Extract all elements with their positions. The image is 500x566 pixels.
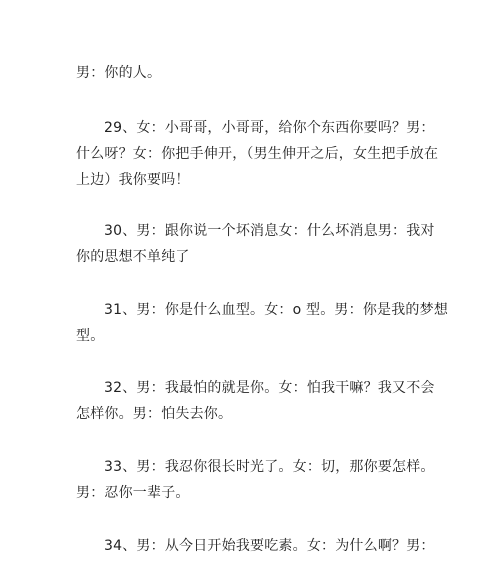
- paragraph-intro: [76, 60, 426, 86]
- paragraph-line: 男：你的人。: [76, 65, 162, 81]
- paragraph-33: [76, 454, 435, 506]
- paragraph-31: [76, 297, 449, 349]
- paragraph-line: 30、男：跟你说一个坏消息女：什么坏消息男：我对: [104, 223, 435, 239]
- paragraph-line: 上边）我你要吗！: [76, 172, 190, 188]
- paragraph-line: 男：忍你一辈子。: [76, 485, 190, 501]
- paragraph-line: 什么呀？女：你把手伸开，（男生伸开之后，女生把手放在: [76, 146, 439, 162]
- paragraph-line: 怎样你。男：怕失去你。: [76, 406, 233, 422]
- paragraph-line: 29、女：小哥哥，小哥哥，给你个东西你要吗？男：: [104, 120, 435, 136]
- paragraph-line: 型。: [76, 328, 105, 344]
- paragraph-line: 33、男：我忍你很长时光了。女：切，那你要怎样。: [104, 459, 435, 475]
- paragraph-29: [76, 115, 439, 193]
- paragraph-line: 32、男：我最怕的就是你。女：怕我干嘛？我又不会: [104, 380, 435, 396]
- paragraph-30: [76, 218, 435, 270]
- paragraph-34: [76, 533, 435, 559]
- paragraph-line: 31、男：你是什么血型。女：o 型。男：你是我的梦想: [104, 302, 449, 318]
- paragraph-line: 你的思想不单纯了: [76, 249, 190, 265]
- paragraph-32: [76, 375, 435, 427]
- paragraph-line: 34、男：从今日开始我要吃素。女：为什么啊？男：: [104, 538, 435, 554]
